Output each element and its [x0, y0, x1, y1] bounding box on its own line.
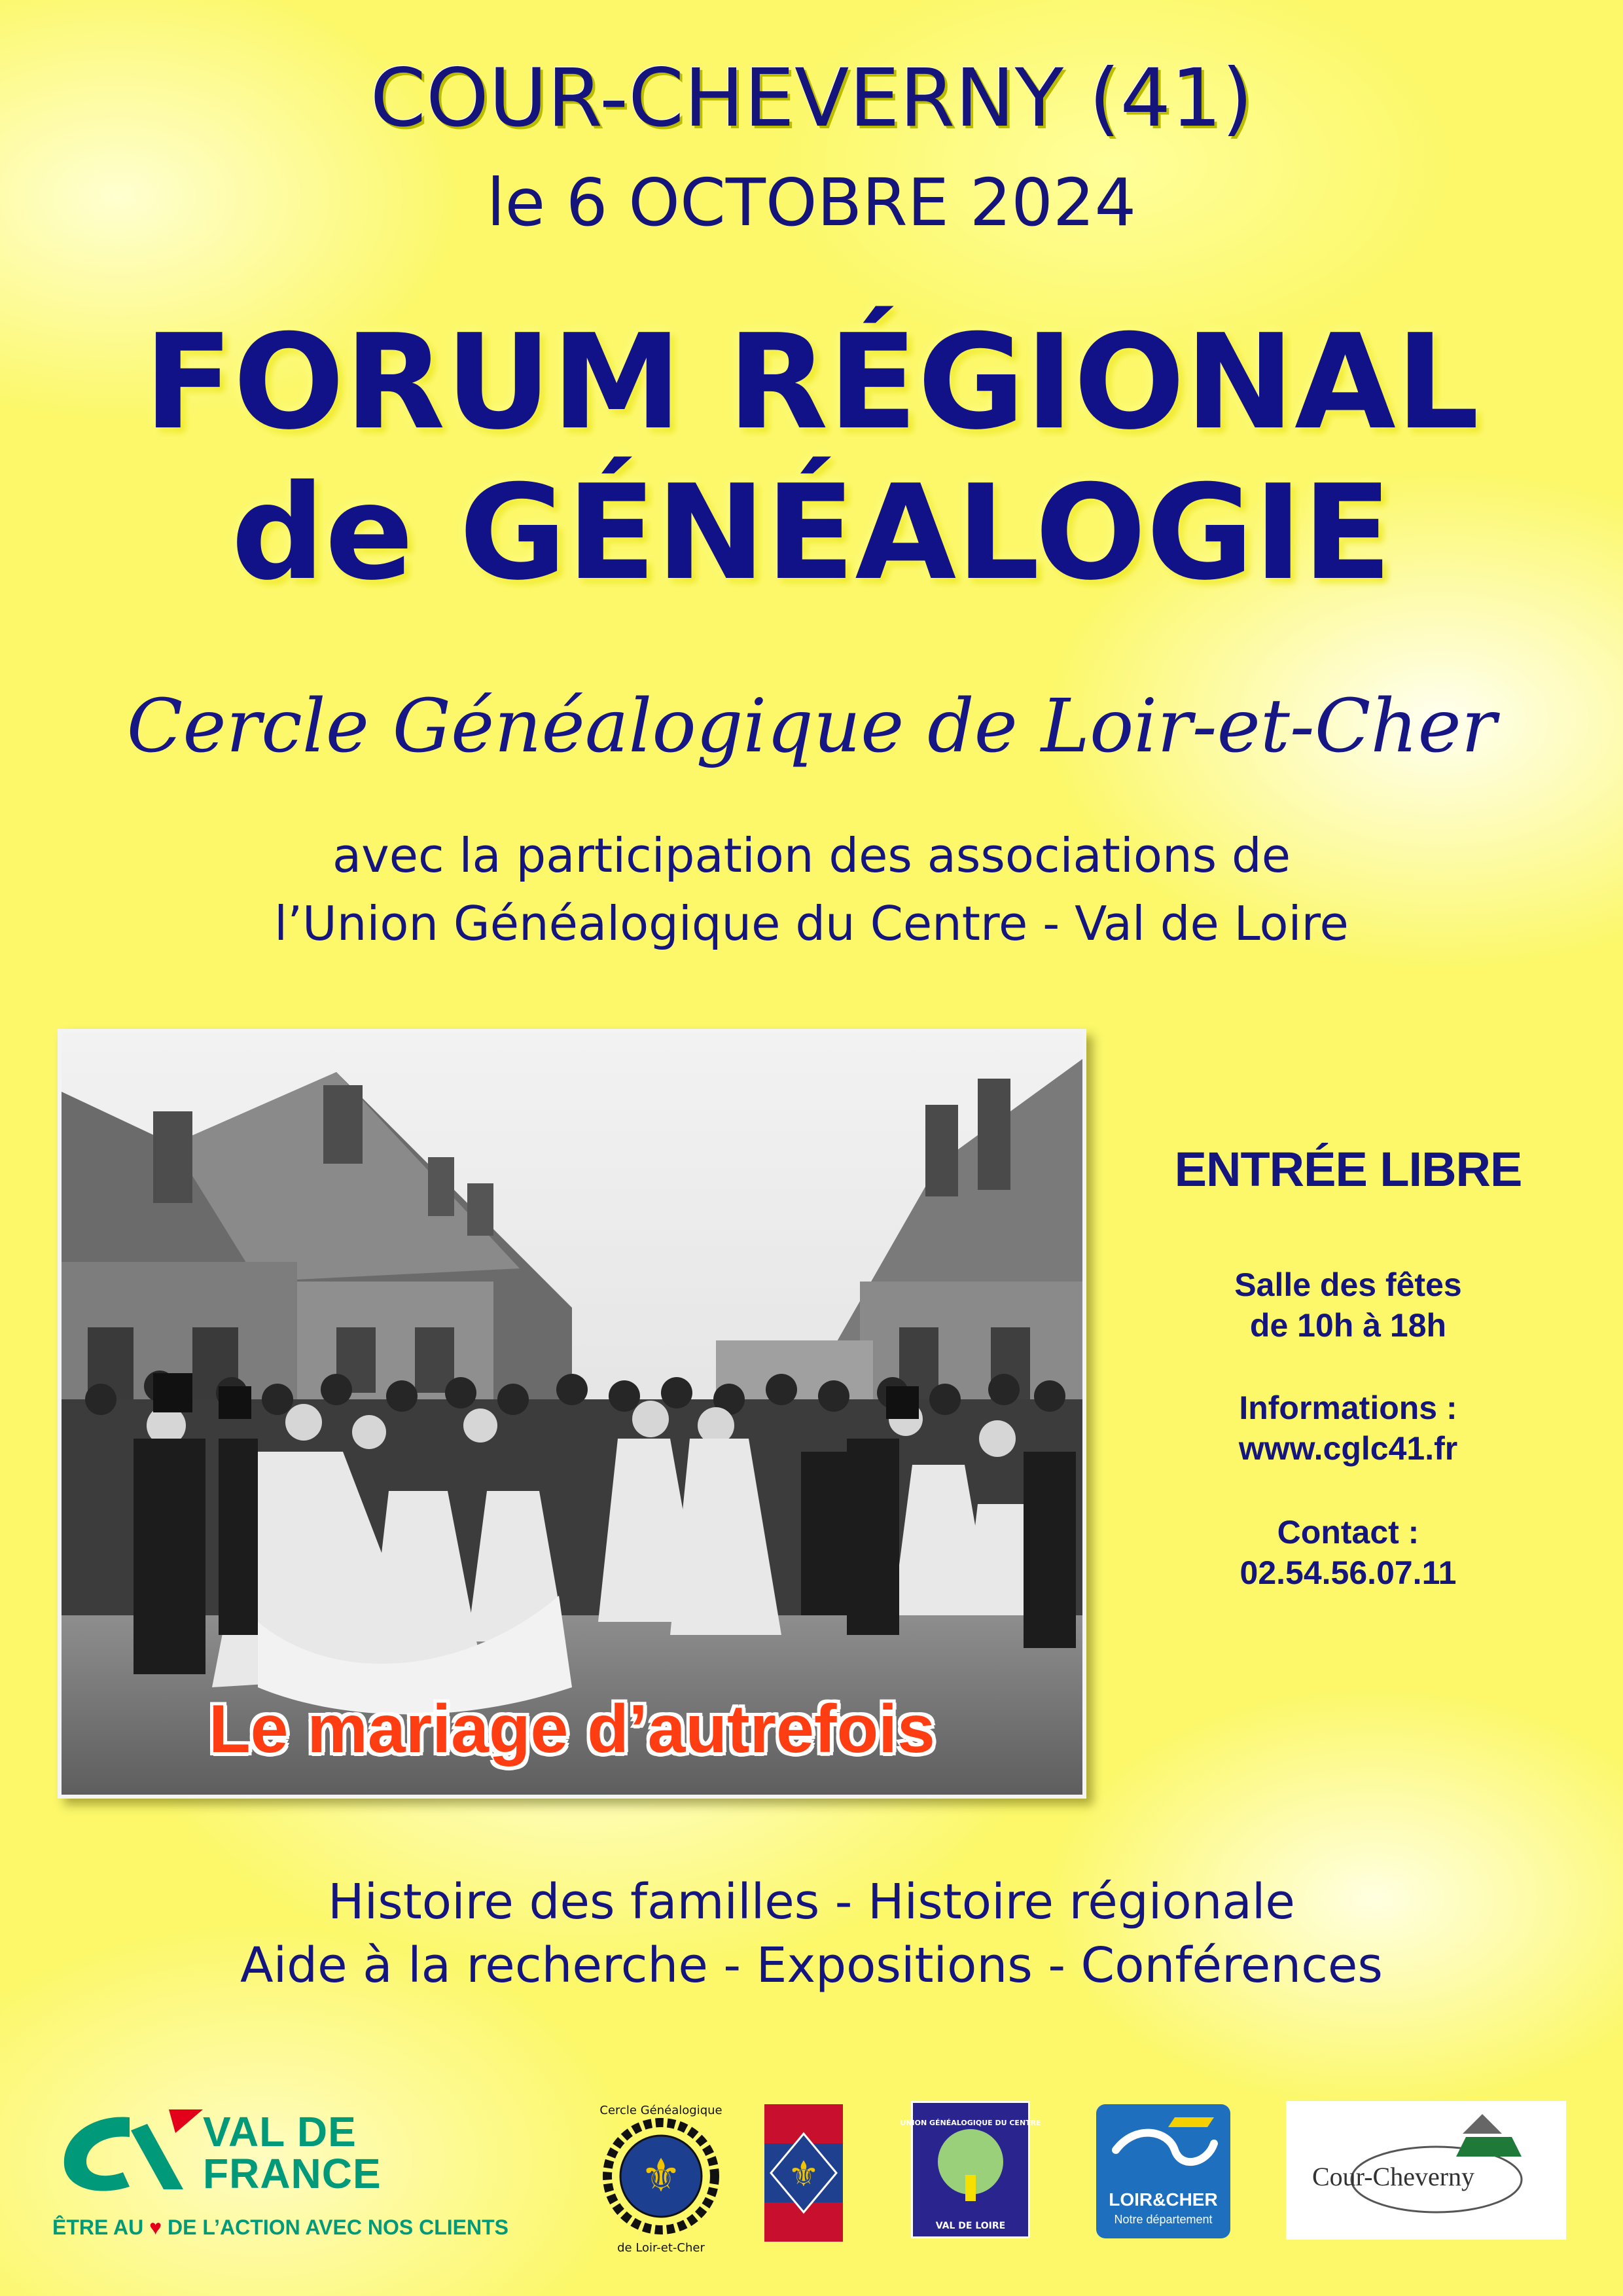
- svg-text:⚜: ⚜: [640, 2149, 682, 2202]
- cour-cheverny-logo: [1286, 2101, 1566, 2240]
- event-title-line2: de GÉNÉALOGIE: [231, 457, 1392, 609]
- loir-et-cher-logo: [1096, 2104, 1230, 2238]
- participation-text: [0, 821, 1623, 958]
- participation-line2: l’Union Généalogique du Centre - Val de Loire: [274, 896, 1349, 951]
- information-info: [1099, 1388, 1597, 1469]
- event-date: le 6 OCTOBRE 2024: [486, 164, 1137, 241]
- cglc-ring-top: Cercle Généalogique: [599, 2104, 722, 2117]
- free-entry-label: ENTRÉE LIBRE: [1174, 1142, 1522, 1196]
- contact-info: [1099, 1512, 1597, 1593]
- tree-icon: [900, 2109, 1041, 2208]
- contact-phone: 02.54.56.07.11: [1240, 1554, 1457, 1591]
- ugc-subtitle: VAL DE LOIRE: [935, 2221, 1006, 2231]
- bank-tagline-pre: ÊTRE AU: [52, 2215, 144, 2239]
- wedding-photo: [58, 1029, 1086, 1799]
- ugc-logo: [900, 2101, 1041, 2238]
- bank-name-line2: FRANCE: [203, 2150, 382, 2197]
- wedding-photo-image: [62, 1033, 1082, 1795]
- commune-name-part2: Cheverny: [1372, 2162, 1475, 2191]
- information-label: Informations :: [1239, 1390, 1457, 1426]
- bank-logo: [52, 2098, 602, 2255]
- venue-line1: Salle des fêtes: [1234, 1266, 1462, 1303]
- svg-text:⚜: ⚜: [787, 2153, 820, 2195]
- river-swirl-icon: [1096, 2104, 1230, 2189]
- activities-line1: Histoire des familles - Histoire régionale: [328, 1874, 1295, 1930]
- bank-tagline: [52, 2215, 602, 2240]
- website-link[interactable]: www.cglc41.fr: [1238, 1430, 1458, 1467]
- heart-icon: ♥: [149, 2215, 162, 2239]
- organizer-name: Cercle Généalogique de Loir-et-Cher: [126, 684, 1497, 769]
- bank-emblem-icon: [52, 2104, 209, 2202]
- bank-name-line1: VAL DE: [203, 2108, 357, 2155]
- venue-hours: de 10h à 18h: [1249, 1307, 1447, 1344]
- bank-tagline-post: DE L’ACTION AVEC NOS CLIENTS: [168, 2215, 508, 2239]
- cglc-seal-logo: [586, 2094, 736, 2258]
- fleur-de-lis-shield-icon: [764, 2104, 843, 2242]
- activities-line2: Aide à la recherche - Expositions - Conférences: [240, 1937, 1383, 1994]
- commune-name-part1: Cour-: [1312, 2162, 1373, 2191]
- venue-info: [1099, 1265, 1597, 1346]
- participation-line1: avec la participation des associations de: [332, 828, 1291, 883]
- event-city: COUR-CHEVERNY (41): [370, 52, 1253, 145]
- contact-label: Contact :: [1277, 1514, 1419, 1551]
- loir-et-cher-subtitle: Notre département: [1114, 2213, 1213, 2226]
- cglc-seal-icon: [586, 2094, 736, 2258]
- photo-caption: Le mariage d’autrefois: [209, 1691, 935, 1767]
- shield-logo: [764, 2104, 843, 2242]
- ugc-name: UNION GÉNÉALOGIQUE DU CENTRE: [900, 2119, 1041, 2127]
- event-title-line1: FORUM RÉGIONAL: [143, 306, 1480, 459]
- cglc-ring-bottom: de Loir-et-Cher: [617, 2241, 705, 2255]
- loir-et-cher-name: LOIR&CHER: [1109, 2189, 1218, 2210]
